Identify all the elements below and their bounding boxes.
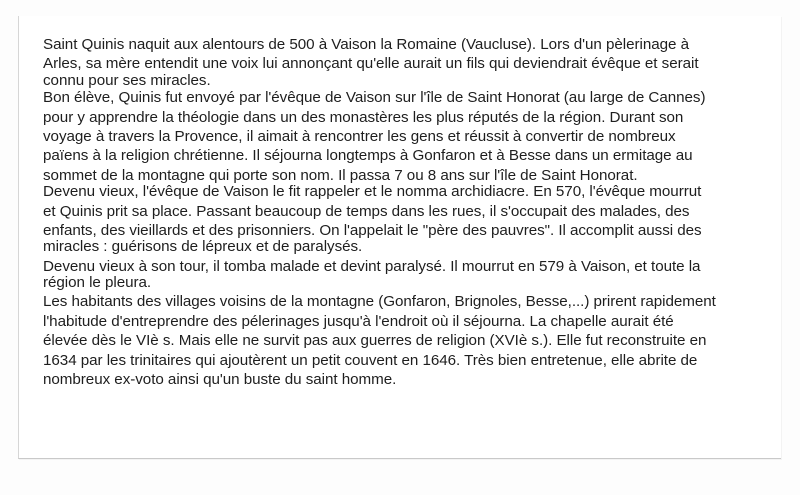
text-line: voyage à travers la Provence, il aimait à rencontrer les gens et réussit à convertir de nombreux [43,127,676,145]
text-line: païens à la religion chrétienne. Il séjourna longtemps à Gonfaron et à Besse dans un ermitage au [43,147,693,165]
text-line: miracles : guérisons de lépreux et de paralysés. [43,238,363,256]
text-line: Bon élève, Quinis fut envoyé par l'évêque de Vaison sur l'île de Saint Honorat (au large de Cannes) [43,89,706,107]
text-line: 1634 par les trinitaires qui ajoutèrent un petit couvent en 1646. Très bien entretenue, elle abrite de [43,351,698,369]
text-line: Saint Quinis naquit aux alentours de 500 à Vaison la Romaine (Vaucluse). Lors d'un pèlerinage à [43,36,689,53]
text-line: nombreux ex-voto ainsi qu'un buste du saint homme. [43,371,397,389]
text-line: connu pour ses miracles. [43,71,211,89]
text-line: Devenu vieux, l'évêque de Vaison le fit rappeler et le nomma archidiacre. En 570, l'évêque mourrut [43,183,702,201]
text-line: enfants, des vieillards et des prisonniers. On l'appelait le "père des pauvres". Il accomplit aussi des [43,221,702,239]
text-line: pour y apprendre la théologie dans un des monastères les plus réputés de la région. Durant son [43,108,684,126]
text-line: Devenu vieux à son tour, il tomba malade et devint paralysé. Il mourrut en 579 à Vaison, et toute la [43,257,701,275]
text-line: Les habitants des villages voisins de la montagne (Gonfaron, Brignoles, Besse,...) prirent rapidement [43,293,716,311]
text-line: élevée dès le VIè s. Mais elle ne survit pas aux guerres de religion (XVIè s.). Elle fut reconstruite en [43,332,707,350]
text-line: et Quinis prit sa place. Passant beaucoup de temps dans les rues, il s'occupait des malades, des [43,202,690,220]
text-line: sommet de la montagne qui porte son nom. Il passa 7 ou 8 ans sur l'île de Saint Honorat. [43,166,638,184]
document-text [43,35,773,389]
text-line: région le pleura. [43,274,152,292]
text-line: Arles, sa mère entendit une voix lui annonçant qu'elle aurait un fils qui deviendrait évêque et serait [43,55,699,73]
text-line: l'habitude d'entreprendre des pélerinages jusqu'à l'endroit où il séjourna. La chapelle aurait été [43,312,674,330]
